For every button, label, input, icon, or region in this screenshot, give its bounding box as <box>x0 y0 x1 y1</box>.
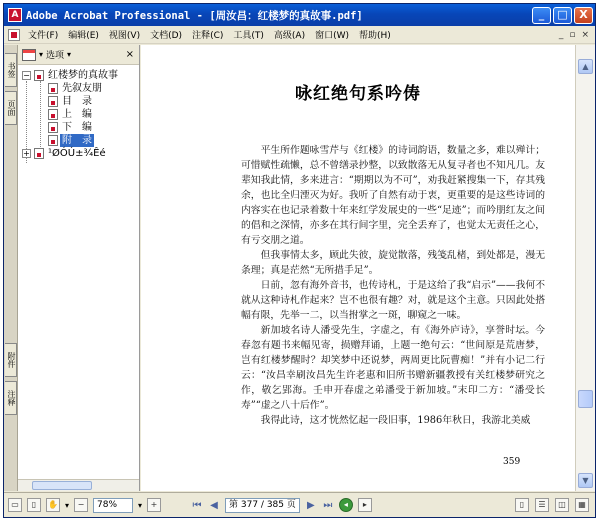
page-number: 359 <box>503 457 521 467</box>
paragraph: 平生所作题咏雪芹与《红楼》的诗词韵语，数量之多，难以殚计；可惜赋性疏懒，总不曾缮录抄整，以致散落无从复寻者也不知凡几。友辈知我此情，多来进言：“期期以为不可”，劝我赶紧搜集一下，存其残余，也比全归湮灭为好。我听了自然有动于衷，更重要的是这些诗词的内容实在也记录着数十年来红学发展史的一些“足迹”；而吟朋红友之间的倡和之深情，亦多在其行间字里，完全丢弃了，也觉太无责任之心，有亏交朋之道。 <box>241 145 545 246</box>
next-page-icon[interactable]: ▶ <box>307 499 315 511</box>
go-back-icon[interactable]: ◂ <box>339 498 353 512</box>
bookmark-item[interactable] <box>18 95 139 108</box>
menu-document[interactable]: 文档(D) <box>150 31 183 41</box>
menu-tools[interactable]: 工具(T) <box>233 31 264 41</box>
tab-bookmarks[interactable]: 书签 <box>5 53 17 87</box>
scroll-up-arrow-icon[interactable]: ▲ <box>578 59 593 74</box>
paragraph: 我得此诗，这才恍然忆起一段旧事，1986年秋日，我游北美威 <box>260 415 531 426</box>
options-menu[interactable]: 选项 <box>46 51 65 61</box>
first-page-icon[interactable]: ⏮ <box>192 499 202 511</box>
bookmark-icon <box>34 70 44 81</box>
facing-pages-icon[interactable]: ◫ <box>555 498 569 512</box>
bookmark-icon <box>48 83 58 94</box>
go-forward-icon[interactable]: ▸ <box>358 498 372 512</box>
document-vertical-scrollbar[interactable] <box>575 45 595 491</box>
bookmark-icon <box>34 148 44 159</box>
bookmark-item[interactable] <box>18 82 139 95</box>
tab-pages[interactable]: 页面 <box>5 91 17 125</box>
close-button[interactable]: X <box>574 7 593 24</box>
bookmark-icon <box>48 135 58 146</box>
maximize-button[interactable]: □ <box>553 7 572 24</box>
bookmark-label: 目 录 <box>62 96 92 107</box>
zoom-input[interactable]: 78% <box>93 498 133 513</box>
acrobat-window <box>3 3 596 518</box>
page-layout-icon[interactable]: ▯ <box>27 498 41 512</box>
bookmark-icon <box>48 109 58 120</box>
status-bar <box>4 492 595 517</box>
menu-advanced[interactable]: 高级(A) <box>273 31 306 41</box>
menu-bar <box>4 26 595 44</box>
bookmark-icon <box>48 122 58 133</box>
hand-tool-icon[interactable]: ✋ <box>46 498 60 512</box>
collapse-icon[interactable]: − <box>23 71 30 80</box>
bookmark-label: 下 编 <box>62 122 92 133</box>
bookmark-tree <box>18 65 139 160</box>
navigation-tab-strip <box>4 45 18 491</box>
tool-chevron-down-icon[interactable]: ▾ <box>65 500 70 510</box>
bookmark-root[interactable] <box>18 147 139 160</box>
bookmark-item[interactable] <box>18 108 139 121</box>
bookmark-item-selected[interactable] <box>18 134 139 147</box>
panel-close-button[interactable]: × <box>125 49 134 60</box>
bookmark-label: 先叙友朋 <box>62 83 102 94</box>
document-window-controls <box>559 30 595 40</box>
continuous-page-icon[interactable]: ☰ <box>535 498 549 512</box>
page-body <box>241 143 545 428</box>
zoom-in-icon[interactable]: + <box>147 498 161 512</box>
bookmarks-toolbar <box>18 45 139 65</box>
tab-attachments[interactable]: 附件 <box>5 343 17 377</box>
menu-window[interactable]: 窗口(W) <box>315 31 350 41</box>
bookmark-icon <box>48 96 58 107</box>
zoom-out-icon[interactable]: − <box>74 498 88 512</box>
minimize-button[interactable]: _ <box>532 7 551 24</box>
bookmark-root[interactable] <box>18 69 139 82</box>
scroll-down-arrow-icon[interactable]: ▼ <box>578 473 593 488</box>
menu-help[interactable]: 帮助(H) <box>359 31 391 41</box>
single-page-icon[interactable]: ▯ <box>515 498 529 512</box>
title-bar[interactable] <box>4 4 595 26</box>
tab-comments[interactable]: 注释 <box>5 381 17 415</box>
dropdown-arrow-icon[interactable]: ▾ <box>39 50 44 59</box>
scroll-thumb[interactable] <box>32 481 92 490</box>
last-page-icon[interactable]: ⏭ <box>323 499 333 511</box>
menu-view[interactable]: 视图(V) <box>108 31 141 41</box>
bookmark-item[interactable] <box>18 121 139 134</box>
bookmark-label: 上 编 <box>62 109 92 120</box>
continuous-facing-icon[interactable]: ▦ <box>575 498 589 512</box>
window-title: Adobe Acrobat Professional - [周汝昌：红楼梦的真故事.pdf] <box>26 9 363 22</box>
paragraph: 但我事情太多，顾此失彼，旋觉散落，残笺乱楮，到处都是，漫无条理；真是茫然“无所措手足”。 <box>241 250 545 276</box>
panel-horizontal-scrollbar[interactable] <box>18 479 139 491</box>
expand-icon[interactable]: + <box>23 149 30 158</box>
doc-minimize-button[interactable]: _ <box>558 29 564 40</box>
new-bookmark-icon[interactable] <box>22 49 36 61</box>
menu-comments[interactable]: 注释(C) <box>192 31 224 41</box>
options-chevron-down-icon[interactable]: ▾ <box>67 50 72 59</box>
menu-file[interactable]: 文件(F) <box>28 31 59 41</box>
doc-close-button[interactable]: × <box>581 29 589 40</box>
previous-page-icon[interactable]: ◀ <box>210 499 218 511</box>
bookmarks-panel <box>18 45 140 491</box>
bookmark-label: 红楼梦的真故事 <box>48 70 118 81</box>
zoom-chevron-down-icon[interactable]: ▾ <box>138 500 143 510</box>
page-title: 咏红绝句系吟俦 <box>295 84 421 104</box>
document-icon[interactable] <box>8 29 20 41</box>
paragraph: 新加坡名诗人潘受先生，字虚之，有《海外庐诗》，享誉时坛。今春忽有题书来幅见寄，损赠拜诵，上题一绝句云：“世间原是荒唐梦，岂有红楼梦醒时？却笑梦中还说梦，两周更比阮曹痴！”并有小记二行云：“汝昌幸刷汝昌先生许老惠和旧所书赠新疆教授有关红楼梦研究之作，敬乞郢海。壬申开春虚之弟潘受于新加坡。”末印二方：“潘受长寿”“虚之八十后作”。 <box>241 325 545 411</box>
paragraph: 日前，忽有海外音书，也传诗札，于是这给了我“启示”——我何不就从这种诗札作起来？岂不也很有趣？对，就是这个主意。只因此处搭幅有限，先举一二，以当拊掌之一斑，聊窥之一味。 <box>241 280 545 321</box>
bookmark-label: ¹ØÓÚ±¾Êé <box>48 148 106 159</box>
page-view-controls <box>515 498 595 512</box>
document-view[interactable] <box>141 45 575 491</box>
monitor-icon[interactable]: ▭ <box>8 498 22 512</box>
bookmark-label: 附 录 <box>62 135 92 146</box>
menu-edit[interactable]: 编辑(E) <box>68 31 99 41</box>
scroll-thumb[interactable] <box>578 390 593 408</box>
page-number-input[interactable]: 第 377 / 385 页 <box>225 498 300 513</box>
doc-restore-button[interactable]: ▫ <box>569 29 576 40</box>
acrobat-app-icon: A <box>8 8 22 22</box>
